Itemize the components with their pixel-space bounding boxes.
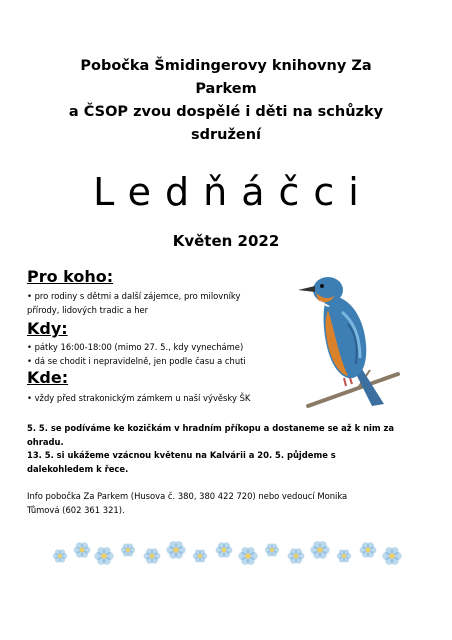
list-item: • pátky 16:00-18:00 (mimo 27. 5., kdy vynecháme) xyxy=(27,342,244,352)
events-list xyxy=(27,422,427,476)
list-item: ohradu. xyxy=(27,436,64,447)
header-line-3: a ČSOP zvou dospělé i děti na schůzky xyxy=(68,104,384,120)
flower-icon xyxy=(94,547,113,565)
flower-icon xyxy=(238,547,257,565)
page-title: Ledňáčci xyxy=(93,170,373,214)
list-item: dalekohledem k řece. xyxy=(27,463,129,474)
flower-icon xyxy=(265,543,279,556)
when-list xyxy=(27,341,297,368)
list-item: • pro rodiny s dětmi a další zájemce, pro milovníky xyxy=(27,291,241,301)
contact-info-line: Info pobočka Za Parkem (Husova č. 380, 380 422 720) nebo vedoucí Monika xyxy=(27,491,348,501)
contact-info xyxy=(27,490,427,517)
section-heading-where: Kde: xyxy=(27,368,69,387)
flower-icon xyxy=(121,543,135,556)
flower-icon xyxy=(74,542,91,557)
flower-icon xyxy=(193,549,207,562)
where-list xyxy=(27,392,297,406)
section-heading-for-whom: Pro koho: xyxy=(27,267,114,286)
contact-info-line: Tůmová (602 361 321). xyxy=(27,504,125,515)
header-line-1: Pobočka Šmidingerovy knihovny Za xyxy=(80,58,372,74)
list-item: • dá se chodit i nepravidelně, jen podle času a chuti xyxy=(27,355,246,366)
flower-icon xyxy=(337,549,351,562)
flower-icon xyxy=(288,548,305,563)
header-line-2: Parkem xyxy=(195,81,257,97)
flower-icon xyxy=(53,549,67,562)
section-heading-when: Kdy: xyxy=(27,319,68,338)
flower-icon xyxy=(216,542,233,557)
flower-icon xyxy=(382,547,401,565)
header-line-4: sdružení xyxy=(190,127,262,143)
flower-icon xyxy=(166,541,185,559)
flower-icon xyxy=(310,541,329,559)
flower-icon xyxy=(360,542,377,557)
month-heading: Květen 2022 xyxy=(172,232,280,250)
list-item: přírody, lidových tradic a her xyxy=(27,304,149,315)
flower-icon xyxy=(144,548,161,563)
kingfisher-illustration xyxy=(298,266,404,411)
decorative-flower-border xyxy=(52,536,402,576)
list-item: • vždy před strakonickým zámkem u naší vývěsky ŠK xyxy=(27,393,251,403)
list-item: 5. 5. se podíváme ke kozičkám v hradním příkopu a dostaneme se až k nim za xyxy=(27,423,395,433)
for-whom-list xyxy=(27,290,297,317)
header-invitation xyxy=(40,55,412,147)
list-item: 13. 5. si ukážeme vzácnou květenu na Kalvárii a 20. 5. půjdeme s xyxy=(27,450,336,460)
